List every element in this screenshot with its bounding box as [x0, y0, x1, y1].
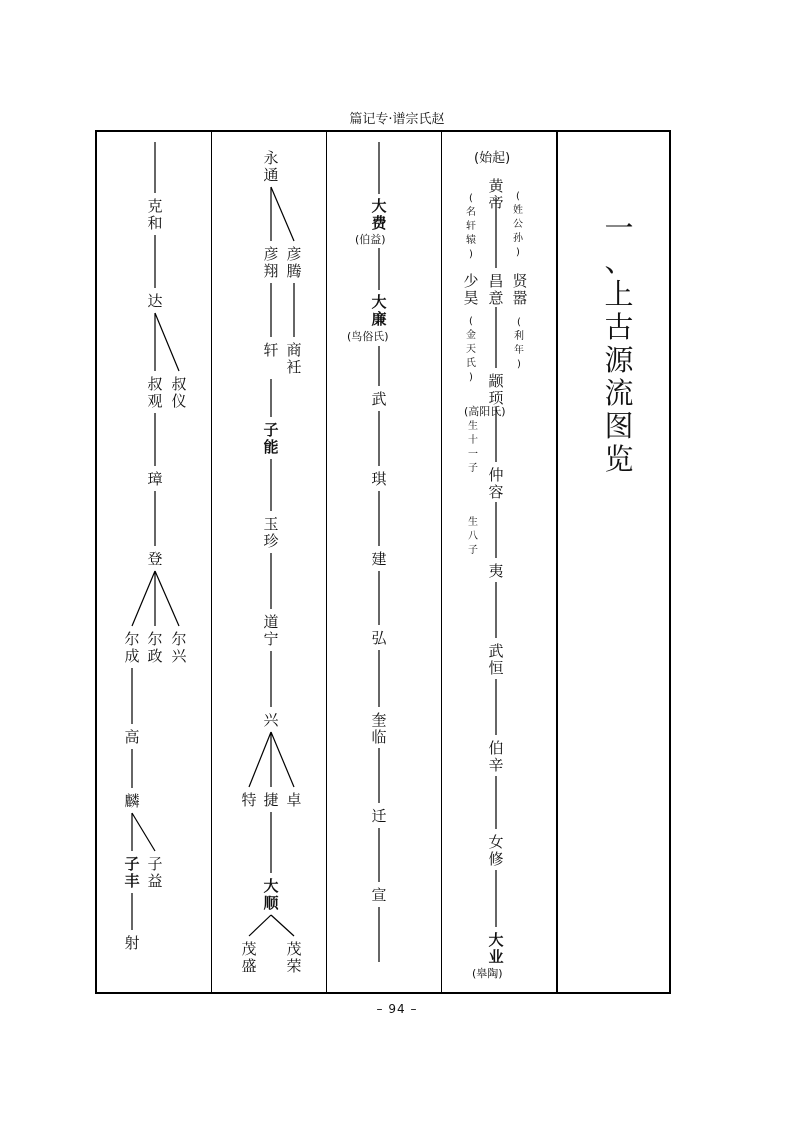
- node-shuyi: 叔 仪: [171, 375, 187, 410]
- column-divider: [326, 132, 327, 992]
- title-char: 、: [604, 244, 634, 278]
- node-shuguan: 叔 观: [147, 375, 163, 410]
- node-daye: 大 业: [488, 931, 504, 966]
- node-shangjie: 商 衽: [286, 341, 302, 376]
- node-boxin: 伯 辛: [488, 739, 504, 774]
- node-qian: 迁: [371, 807, 387, 825]
- node-jie: 捷: [263, 791, 279, 809]
- node-yuzhen: 玉 珍: [263, 515, 279, 550]
- node-xianxu: 贤 嚣: [512, 272, 528, 307]
- title-char: 一: [604, 211, 634, 245]
- node-maorong: 茂 荣: [286, 940, 302, 975]
- node-yi: 夷: [488, 562, 504, 580]
- note-xianxu: ( 利 年 ): [514, 317, 524, 370]
- node-deng: 登: [147, 550, 163, 568]
- node-nvxiu: 女 修: [488, 833, 504, 868]
- note-daye: (皋陶): [472, 967, 503, 980]
- node-zineng: 子 能: [263, 421, 279, 456]
- node-gao: 高: [124, 728, 140, 746]
- node-she: 射: [124, 934, 140, 952]
- node-dalian: 大 廉: [371, 293, 387, 328]
- title-char: 古: [604, 310, 634, 344]
- title-char: 流: [604, 376, 634, 410]
- node-maosheng: 茂 盛: [241, 940, 257, 975]
- node-xiaohao: 少 昊: [463, 272, 479, 307]
- note-sheng-eleven: 生 十 一 子: [468, 421, 478, 474]
- node-huangdi: 黄 帝: [488, 177, 504, 212]
- chart-title: [601, 212, 637, 476]
- node-daoning: 道 宁: [263, 613, 279, 648]
- node-dashun: 大 顺: [263, 877, 279, 912]
- node-kehe: 克 和: [147, 197, 163, 232]
- note-huangdi-name: ( 名 轩 辕 ): [466, 193, 476, 260]
- note-zhuanxu: (高阳氏): [464, 405, 506, 418]
- start-label: (始起): [474, 151, 511, 166]
- node-kuilin: 奎 临: [371, 711, 387, 746]
- node-ercheng: 尔 成: [124, 630, 140, 665]
- node-xuan-c3: 宣: [371, 886, 387, 904]
- node-xing: 兴: [263, 711, 279, 729]
- page-number: – 94 –: [376, 1002, 418, 1016]
- node-jian: 建: [371, 550, 387, 568]
- column-divider: [211, 132, 212, 992]
- node-changyi: 昌 意: [488, 272, 504, 307]
- node-lin: 麟: [124, 792, 140, 810]
- node-qi: 琪: [371, 470, 387, 488]
- node-zhongrong: 仲 容: [488, 466, 504, 501]
- node-yongtong: 永 通: [263, 149, 279, 184]
- node-zhang: 璋: [147, 470, 163, 488]
- node-dafei: 大 费: [371, 197, 387, 232]
- note-sheng-eight: 生 八 子: [468, 517, 478, 556]
- note-dafei: (伯益): [355, 233, 386, 246]
- running-head: 篇记专·谱宗氏赵: [349, 112, 445, 127]
- node-xuan-c2: 轩: [263, 341, 279, 359]
- column-divider: [441, 132, 442, 992]
- title-char: 上: [604, 277, 634, 311]
- node-wuheng: 武 恒: [488, 642, 504, 677]
- title-char: 源: [604, 343, 634, 377]
- title-char: 览: [604, 442, 634, 476]
- node-ziyi: 子 益: [147, 855, 163, 890]
- node-zifeng: 子 丰: [124, 855, 140, 890]
- title-char: 图: [604, 409, 634, 443]
- note-huangdi-surname: ( 姓 公 孙 ): [513, 191, 523, 258]
- node-yanteng: 彦 腾: [286, 245, 302, 280]
- node-erxing: 尔 兴: [171, 630, 187, 665]
- note-dalian: (鸟俗氏): [347, 330, 389, 343]
- node-zhuanxu: 颛 顼: [488, 372, 504, 407]
- node-te: 特: [241, 791, 257, 809]
- node-wu: 武: [371, 390, 387, 408]
- node-zhuo: 卓: [286, 791, 302, 809]
- node-da: 达: [147, 292, 163, 310]
- note-xiaohao: ( 金 天 氏 ): [466, 316, 476, 383]
- node-yanshuo: 彦 翔: [263, 245, 279, 280]
- node-hong: 弘: [371, 629, 387, 647]
- node-erzheng: 尔 政: [147, 630, 163, 665]
- column-divider: [556, 132, 558, 992]
